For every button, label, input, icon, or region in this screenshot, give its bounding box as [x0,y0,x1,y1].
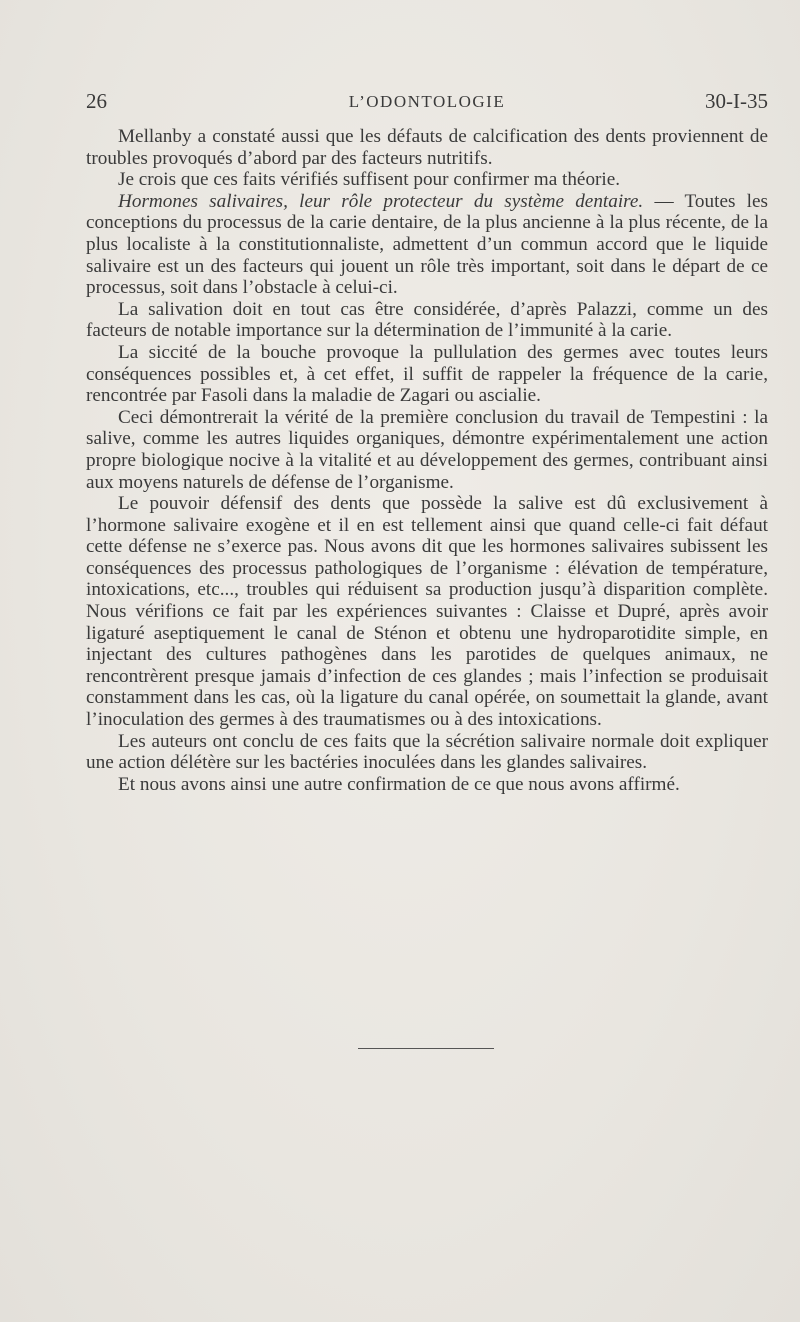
paragraph-text: Et nous avons ainsi une autre confirmation de ce que nous avons affirmé. [118,773,680,795]
paragraph [86,731,768,774]
paragraph [86,169,768,191]
paragraph [86,191,768,299]
paragraph-text: Ceci démontrerait la vérité de la première conclusion du travail de Tempestini : la salive, comme les autres liquides organiques, démontre expérimentalement une action propre biologique nocive à la vitalité et au développement des germes, contribuant ainsi aux moyens naturels de défense de l’organisme. [86,406,768,493]
paragraph-text: Le pouvoir défensif des dents que possède la salive est dû exclusivement à l’hormone salivaire exogène et il en est tellement ainsi que quand celle-ci fait défaut cette défense ne s’exerce pas. Nous avons dit que les hormones salivaires subissent les conséquences des processus pathologiques de l’organisme : élévation de température, intoxications, etc..., troubles qui réduisent sa production jusqu’à disparition complète. Nous vérifions ce fait par les expériences suivantes : Claisse et Dupré, après avoir ligaturé aseptiquement le canal de Sténon et obtenu une hydroparotidite simple, en injectant des cultures pathogènes dans les parotides de quelques animaux, ne rencontrèrent presque jamais d’infection de ces glandes ; mais l’infection se produisait constamment dans les cas, où la ligature du canal opérée, on soumettait la glande, avant l’inoculation des germes à des traumatismes ou à des intoxications. [86,493,768,731]
page-number: 26 [86,89,107,113]
issue-date: 30-I-35 [705,89,768,113]
paragraph-text: Les auteurs ont conclu de ces faits que la sécrétion salivaire normale doit expliquer une action délétère sur les bactéries inoculées dans les glandes salivaires. [86,730,768,774]
running-header [86,88,768,114]
paragraph [86,407,768,493]
paragraph-text: — Toutes les conceptions du processus de la carie dentaire, de la plus ancienne à la plus récente, de la plus localiste à la constitutionnaliste, admettent d’un commun accord que le liquide salivaire est un des facteurs qui jouent un rôle très important, soit dans le départ de ce processus, soit dans l’obstacle à celui-ci. [86,190,768,299]
paragraph [86,774,768,796]
article-body [86,126,768,795]
end-rule [358,1048,494,1049]
paragraph [86,493,768,731]
paragraph-text: Mellanby a constaté aussi que les défauts de calcification des dents proviennent de troubles provoqués d’abord par des facteurs nutritifs. [86,126,768,169]
paragraph-text: La siccité de la bouche provoque la pullulation des germes avec toutes leurs conséquences possibles et, à cet effet, il suffit de rappeler la fréquence de la carie, rencontrée par Fasoli dans la maladie de Zagari ou ascialie. [86,341,768,407]
paragraph [86,299,768,342]
paragraph [86,342,768,407]
section-heading-italic: Hormones salivaires, leur rôle protecteur du système dentaire. [118,190,644,212]
paragraph-text: La salivation doit en tout cas être considérée, d’après Palazzi, comme un des facteurs de notable importance sur la détermination de l’immunité à la carie. [86,298,768,342]
journal-title: L’ODONTOLOGIE [348,92,506,111]
paragraph [86,126,768,169]
paragraph-text: Je crois que ces faits vérifiés suffisent pour confirmer ma théorie. [118,169,621,191]
